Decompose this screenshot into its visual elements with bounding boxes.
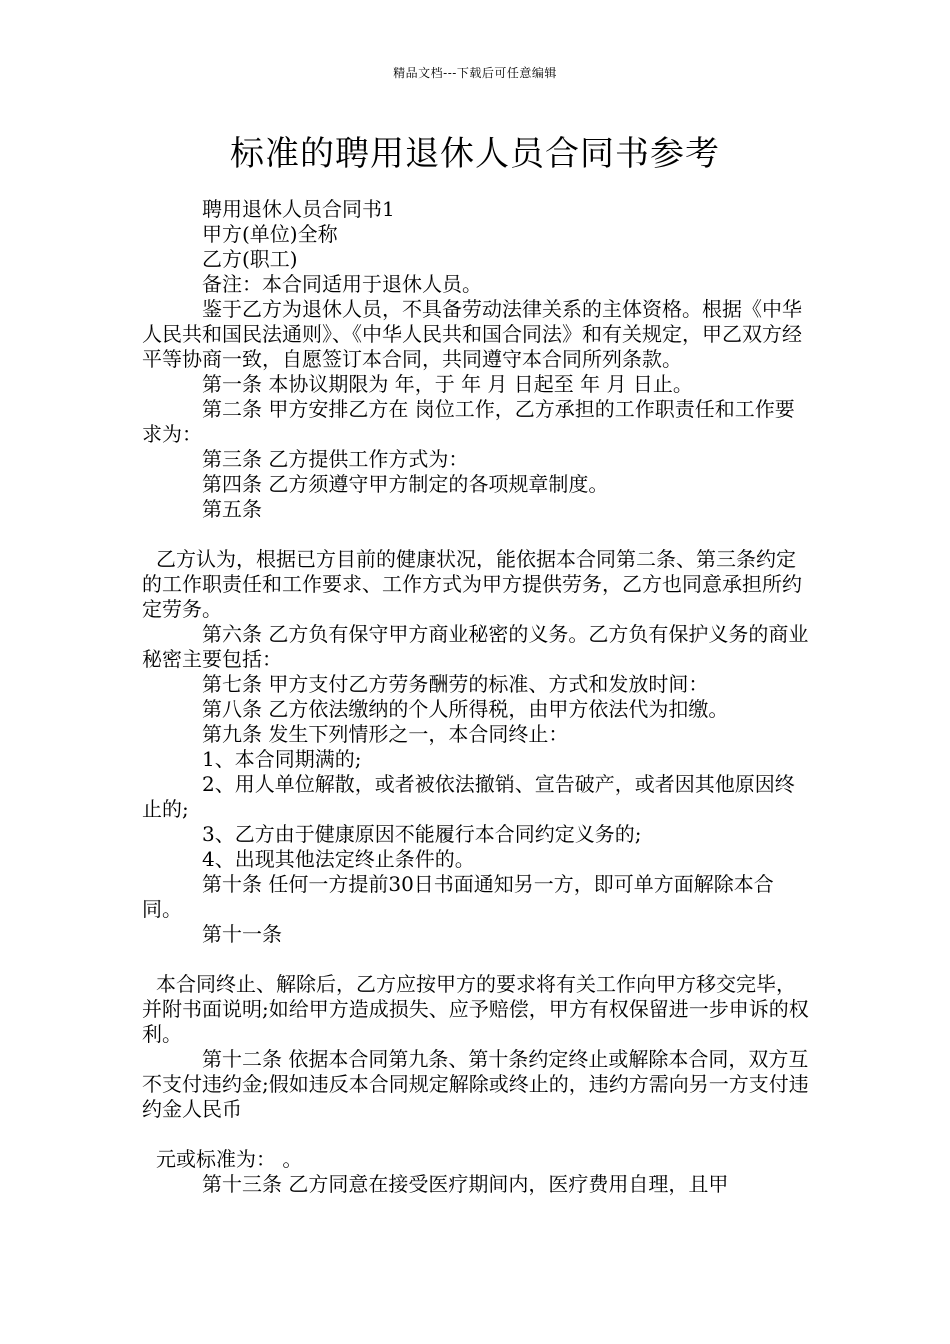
clause: 第八条 乙方依法缴纳的个人所得税，由甲方依法代为扣缴。: [202, 697, 729, 721]
paragraph: 甲方(单位)全称: [202, 222, 338, 246]
clause: 第十二条 依据本合同第九条、第十条约定终止或解除本合同，双方互不支付违约金;假如违反本合同规定解除或终止的，违约方需向另一方支付违约金人民币: [142, 1047, 809, 1121]
clause: 第十条 任何一方提前30日书面通知另一方，即可单方面解除本合同。: [142, 872, 774, 921]
list-item: 4、出现其他法定终止条件的。: [202, 847, 475, 871]
paragraph: 聘用退休人员合同书1: [202, 197, 395, 221]
paragraph: 乙方(职工): [202, 247, 298, 271]
paragraph: 乙方认为，根据已方目前的健康状况，能依据本合同第二条、第三条约定的工作职责任和工作要求、工作方式为甲方提供劳务，乙方也同意承担所约定劳务。: [142, 547, 802, 621]
document-title: 标准的聘用退休人员合同书参考: [230, 134, 720, 174]
clause: 第三条 乙方提供工作方式为：: [202, 447, 469, 471]
list-item: 1、本合同期满的;: [202, 747, 362, 771]
clause: 第十一条: [202, 922, 282, 946]
paragraph: 备注：本合同适用于退休人员。: [202, 272, 482, 296]
clause: 第五条: [202, 497, 262, 521]
paragraph: 鉴于乙方为退休人员，不具备劳动法律关系的主体资格。根据《中华人民共和国民法通则》、《中华人民共和国合同法》和有关规定，甲乙双方经平等协商一致，自愿签订本合同，共同遵守本合同所列条款。: [142, 297, 802, 371]
paragraph: 元或标准为： 。: [156, 1147, 303, 1171]
clause: 第九条 发生下列情形之一，本合同终止：: [202, 722, 569, 746]
clause: 第七条 甲方支付乙方劳务酬劳的标准、方式和发放时间：: [202, 672, 709, 696]
document-body: [142, 197, 810, 1197]
clause: 第十三条 乙方同意在接受医疗期间内，医疗费用自理，且甲: [202, 1172, 729, 1196]
list-item: 2、用人单位解散，或者被依法撤销、宣告破产，或者因其他原因终止的;: [142, 772, 795, 821]
clause: 第一条 本协议期限为 年，于 年 月 日起至 年 月 日止。: [202, 372, 693, 396]
header-note: 精品文档---下载后可任意编辑: [393, 66, 557, 80]
list-item: 3、乙方由于健康原因不能履行本合同约定义务的;: [202, 822, 642, 846]
clause: 第六条 乙方负有保守甲方商业秘密的义务。乙方负有保护义务的商业秘密主要包括：: [142, 622, 809, 671]
paragraph: 本合同终止、解除后，乙方应按甲方的要求将有关工作向甲方移交完毕，并附书面说明;如给甲方造成损失、应予赔偿，甲方有权保留进一步申诉的权利。: [142, 972, 809, 1046]
clause: 第二条 甲方安排乙方在 岗位工作，乙方承担的工作职责任和工作要求为：: [142, 397, 795, 446]
clause: 第四条 乙方须遵守甲方制定的各项规章制度。: [202, 472, 609, 496]
